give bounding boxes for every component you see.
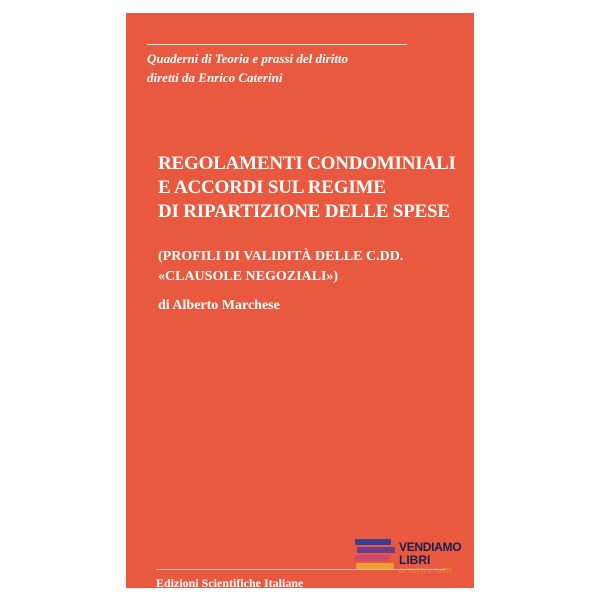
book-author: di Alberto Marchese — [158, 298, 280, 313]
book-cover — [126, 13, 474, 588]
title-line-1: REGOLAMENTI CONDOMINIALI — [158, 153, 456, 174]
series-line-2: diretti da Enrico Caterini — [147, 70, 283, 85]
title-line-2: E ACCORDI SUL REGIME — [158, 177, 386, 198]
publisher-name: Edizioni Scientifiche Italiane — [156, 576, 304, 590]
series-line-1: Quaderni di Teoria e prassi del diritto — [147, 51, 349, 66]
books-stack-icon — [355, 539, 395, 571]
logo-tagline: DI TUTTI A TUTTI — [399, 569, 452, 575]
title-line-3: DI RIPARTIZIONE DELLE SPESE — [158, 201, 450, 222]
logo-word-1: VENDIAMO — [399, 540, 462, 554]
book-title — [158, 152, 456, 224]
subtitle-line-2: «CLAUSOLE NEGOZIALI») — [158, 269, 339, 284]
vendiamo-libri-logo — [355, 533, 465, 585]
logo-word-2: LIBRI — [399, 553, 431, 567]
series-note — [147, 49, 348, 87]
series-rule — [147, 44, 407, 45]
book-subtitle — [158, 247, 403, 287]
subtitle-line-1: (PROFILI DI VALIDITÀ DELLE C.DD. — [158, 249, 404, 264]
